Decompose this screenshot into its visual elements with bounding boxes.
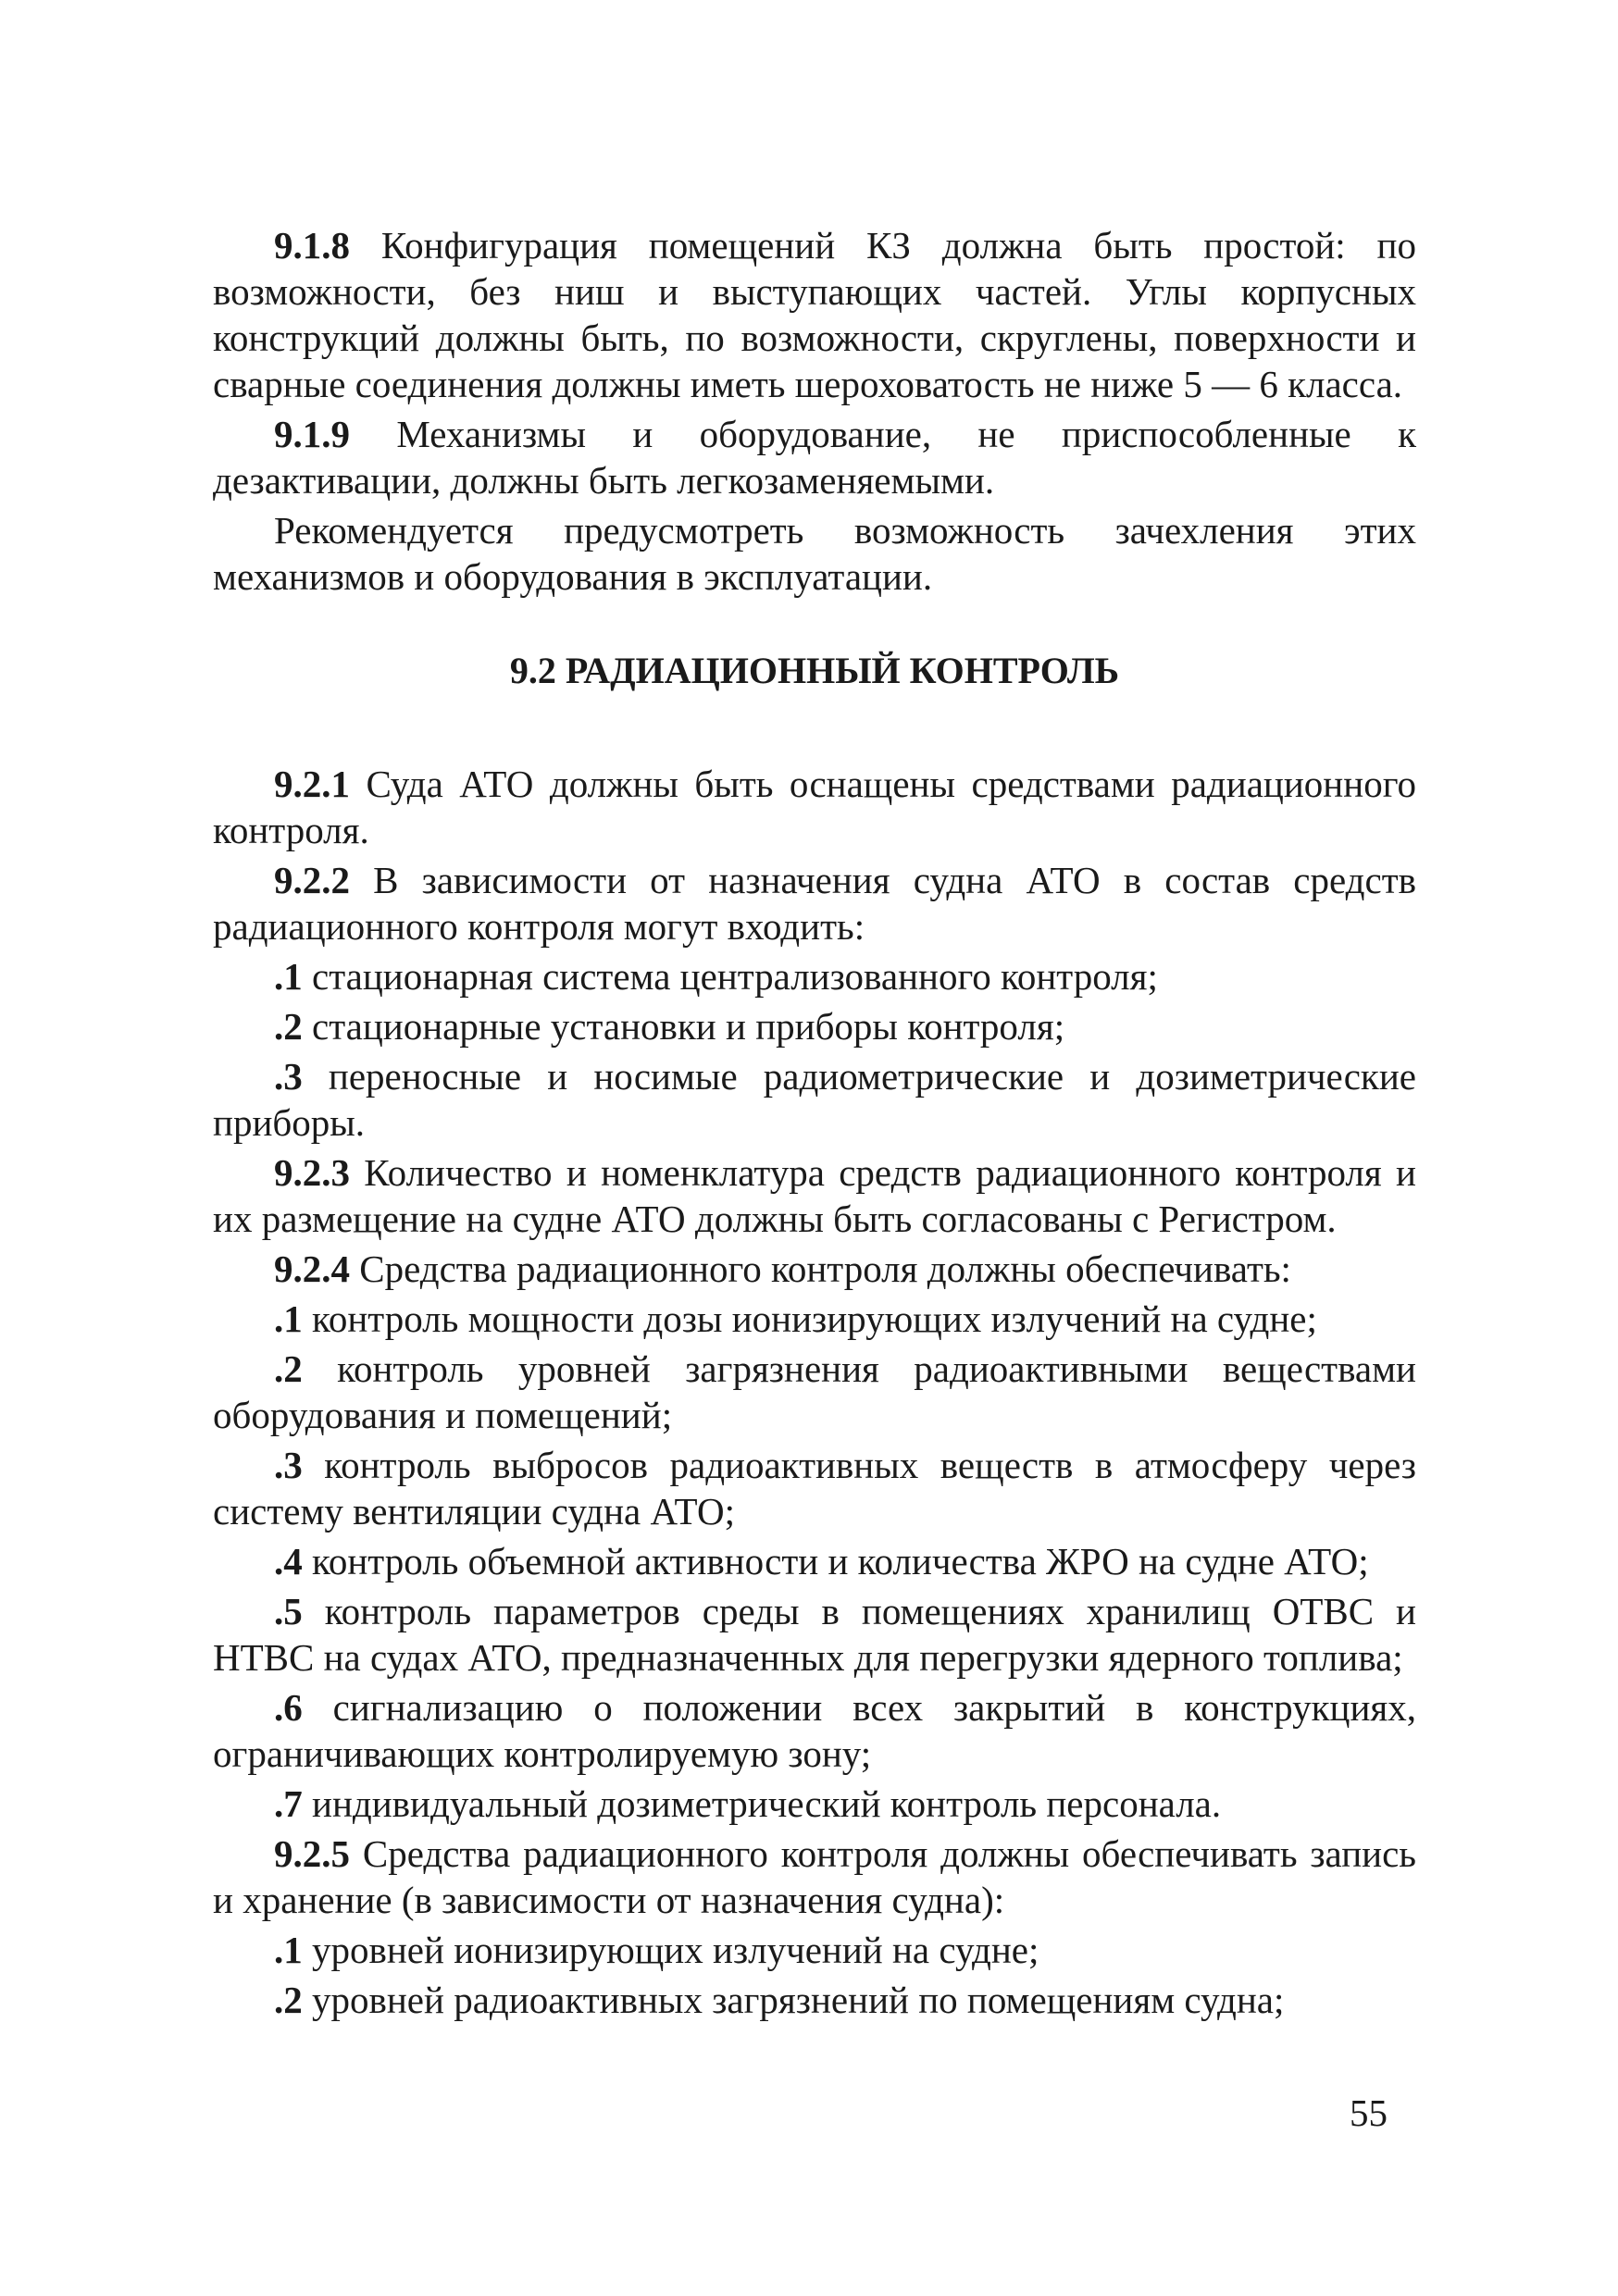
list-item bbox=[213, 1781, 1416, 1827]
list-item bbox=[213, 1442, 1416, 1534]
list-item bbox=[213, 1053, 1416, 1146]
list-item bbox=[213, 1346, 1416, 1438]
clause-number: 9.1.8 bbox=[274, 224, 350, 267]
item-number: .6 bbox=[274, 1686, 303, 1729]
item-number: .3 bbox=[274, 1055, 303, 1098]
item-text: индивидуальный дозиметрический контроль персонала. bbox=[302, 1782, 1222, 1825]
list-item bbox=[213, 1296, 1416, 1342]
clause-text: В зависимости от назначения судна АТО в состав средств радиационного контроля могут входить: bbox=[213, 859, 1416, 948]
paragraph-9-1-9 bbox=[213, 411, 1416, 503]
item-text: уровней ионизирующих излучений на судне; bbox=[302, 1929, 1039, 1971]
item-text: сигнализацию о положении всех закрытий в конструкциях, ограничивающих контролируемую зону; bbox=[213, 1686, 1416, 1775]
item-text: контроль выбросов радиоактивных веществ в атмосферу через систему вентиляции судна АТО; bbox=[213, 1444, 1416, 1533]
list-item bbox=[213, 1538, 1416, 1584]
paragraph-9-2-5 bbox=[213, 1831, 1416, 1923]
list-item bbox=[213, 1588, 1416, 1681]
list-item bbox=[213, 1684, 1416, 1777]
item-number: .1 bbox=[274, 955, 303, 998]
item-number: .5 bbox=[274, 1590, 303, 1632]
clause-text: Механизмы и оборудование, не приспособленные к дезактивации, должны быть легкозаменяемыми. bbox=[213, 413, 1416, 502]
paragraph-9-2-1 bbox=[213, 761, 1416, 853]
item-number: .7 bbox=[274, 1782, 303, 1825]
paragraph-9-2-3 bbox=[213, 1149, 1416, 1242]
clause-text: Средства радиационного контроля должны обеспечивать: bbox=[350, 1247, 1291, 1290]
clause-text: Количество и номенклатура средств радиационного контроля и их размещение на судне АТО должны быть согласованы с Регистром. bbox=[213, 1151, 1416, 1240]
paragraph-9-1-8 bbox=[213, 222, 1416, 407]
clause-number: 9.2.2 bbox=[274, 859, 350, 901]
clause-number: 9.2.1 bbox=[274, 763, 350, 805]
item-number: .1 bbox=[274, 1297, 303, 1340]
document-page bbox=[213, 222, 1416, 2023]
clause-number: 9.2.5 bbox=[274, 1832, 350, 1875]
clause-number: 9.2.4 bbox=[274, 1247, 350, 1290]
list-item bbox=[213, 1927, 1416, 1973]
item-number: .2 bbox=[274, 1005, 303, 1048]
item-text: контроль объемной активности и количества ЖРО на судне АТО; bbox=[302, 1540, 1369, 1582]
section-heading-9-2: 9.2 РАДИАЦИОННЫЙ КОНТРОЛЬ bbox=[509, 650, 1120, 691]
clause-text: Конфигурация помещений КЗ должна быть простой: по возможности, без ниш и выступающих частей. Углы корпусных конструкций должны быть, по возможности, скруглены, поверхности и сварные соединения должны иметь шероховатость не ниже 5 — 6 класса. bbox=[213, 224, 1416, 405]
item-text: уровней радиоактивных загрязнений по помещениям судна; bbox=[302, 1979, 1285, 2021]
item-number: .4 bbox=[274, 1540, 303, 1582]
item-number: .2 bbox=[274, 1347, 303, 1390]
clause-number: 9.1.9 bbox=[274, 413, 350, 455]
clause-number: 9.2.3 bbox=[274, 1151, 350, 1194]
item-text: переносные и носимые радиометрические и дозиметрические приборы. bbox=[213, 1055, 1416, 1144]
item-number: .3 bbox=[274, 1444, 303, 1486]
paragraph-9-1-9-note: Рекомендуется предусмотреть возможность зачехления этих механизмов и оборудования в эксплуатации. bbox=[213, 509, 1416, 598]
item-text: контроль параметров среды в помещениях хранилищ ОТВС и НТВС на судах АТО, предназначенных для перегрузки ядерного топлива; bbox=[213, 1590, 1416, 1679]
list-item bbox=[213, 1003, 1416, 1049]
clause-text: Суда АТО должны быть оснащены средствами радиационного контроля. bbox=[213, 763, 1416, 851]
item-text: стационарные установки и приборы контроля; bbox=[302, 1005, 1065, 1048]
page-number: 55 bbox=[1350, 2091, 1388, 2134]
item-text: контроль уровней загрязнения радиоактивными веществами оборудования и помещений; bbox=[213, 1347, 1416, 1436]
paragraph-9-2-4 bbox=[213, 1246, 1416, 1292]
paragraph-9-2-2 bbox=[213, 857, 1416, 949]
list-item bbox=[213, 1977, 1416, 2023]
item-number: .2 bbox=[274, 1979, 303, 2021]
item-text: контроль мощности дозы ионизирующих излучений на судне; bbox=[302, 1297, 1317, 1340]
item-text: стационарная система централизованного контроля; bbox=[302, 955, 1158, 998]
list-item bbox=[213, 953, 1416, 999]
clause-text: Средства радиационного контроля должны обеспечивать запись и хранение (в зависимости от назначения судна): bbox=[213, 1832, 1416, 1921]
item-number: .1 bbox=[274, 1929, 303, 1971]
